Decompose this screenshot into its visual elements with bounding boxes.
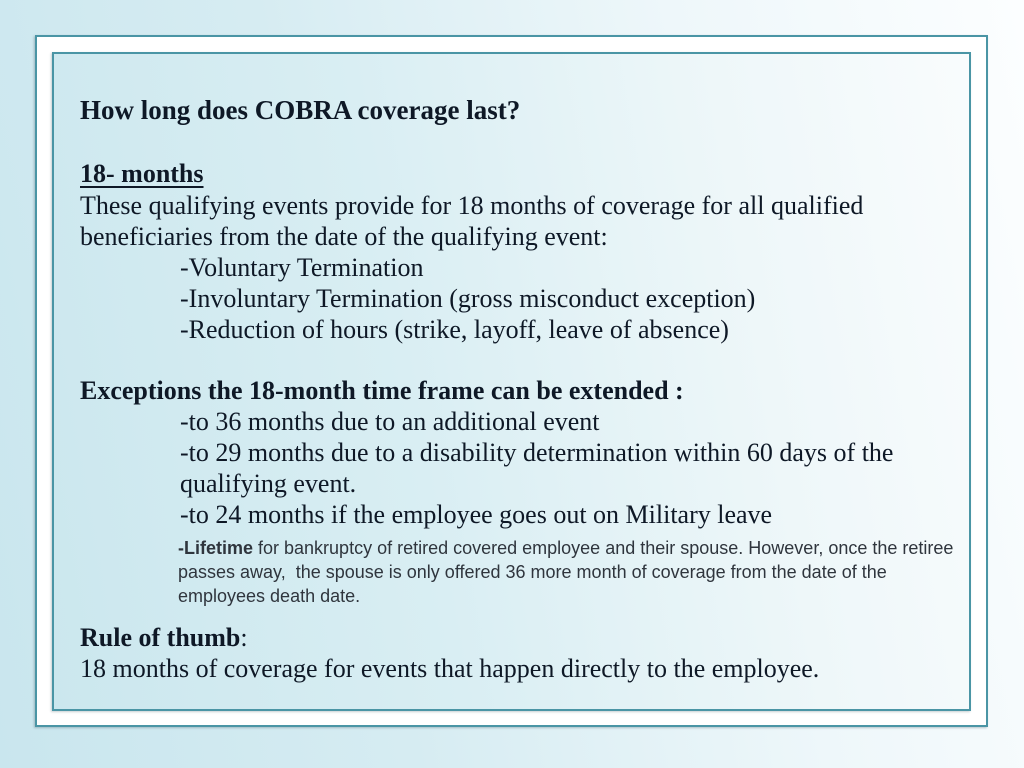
rule-of-thumb-heading: [80, 622, 956, 653]
rule-of-thumb-colon: :: [240, 623, 248, 652]
lifetime-note: [178, 536, 959, 608]
heading-exceptions: Exceptions the 18-month time frame can be extended :: [80, 376, 684, 405]
rule-of-thumb-text: 18 months of coverage for events that happen directly to the employee.: [80, 654, 820, 683]
list-item: -to 29 months due to a disability determination within 60 days of the qualifying event.: [180, 438, 894, 498]
heading-18-months-text: 18- months: [80, 159, 204, 188]
list-item: -Involuntary Termination (gross misconduct exception): [180, 284, 756, 313]
list-item: -to 36 months due to an additional event: [180, 407, 600, 436]
heading-18-months: [80, 158, 956, 190]
slide-title: How long does COBRA coverage last?: [80, 95, 521, 125]
lifetime-note-text: for bankruptcy of retired covered employee and their spouse. However, once the retiree passes away, the spouse is only offered 36 more month of coverage from the date of the employees death date.: [178, 538, 959, 606]
slide-content: [80, 54, 959, 684]
qualifying-events-list: [180, 252, 956, 345]
qualifying-events-intro: These qualifying events provide for 18 months of coverage for all qualified beneficiaries from the date of the qualifying event:: [80, 191, 864, 251]
slide-outer-frame: [35, 35, 988, 727]
slide-content-panel: [52, 52, 971, 711]
exceptions-list: [180, 406, 956, 530]
list-item: -Voluntary Termination: [180, 253, 424, 282]
list-item: -Reduction of hours (strike, layoff, leave of absence): [180, 315, 729, 344]
list-item: -to 24 months if the employee goes out on Military leave: [180, 500, 773, 529]
lifetime-note-lead: -Lifetime: [178, 538, 254, 558]
rule-of-thumb-label: Rule of thumb: [80, 623, 241, 652]
